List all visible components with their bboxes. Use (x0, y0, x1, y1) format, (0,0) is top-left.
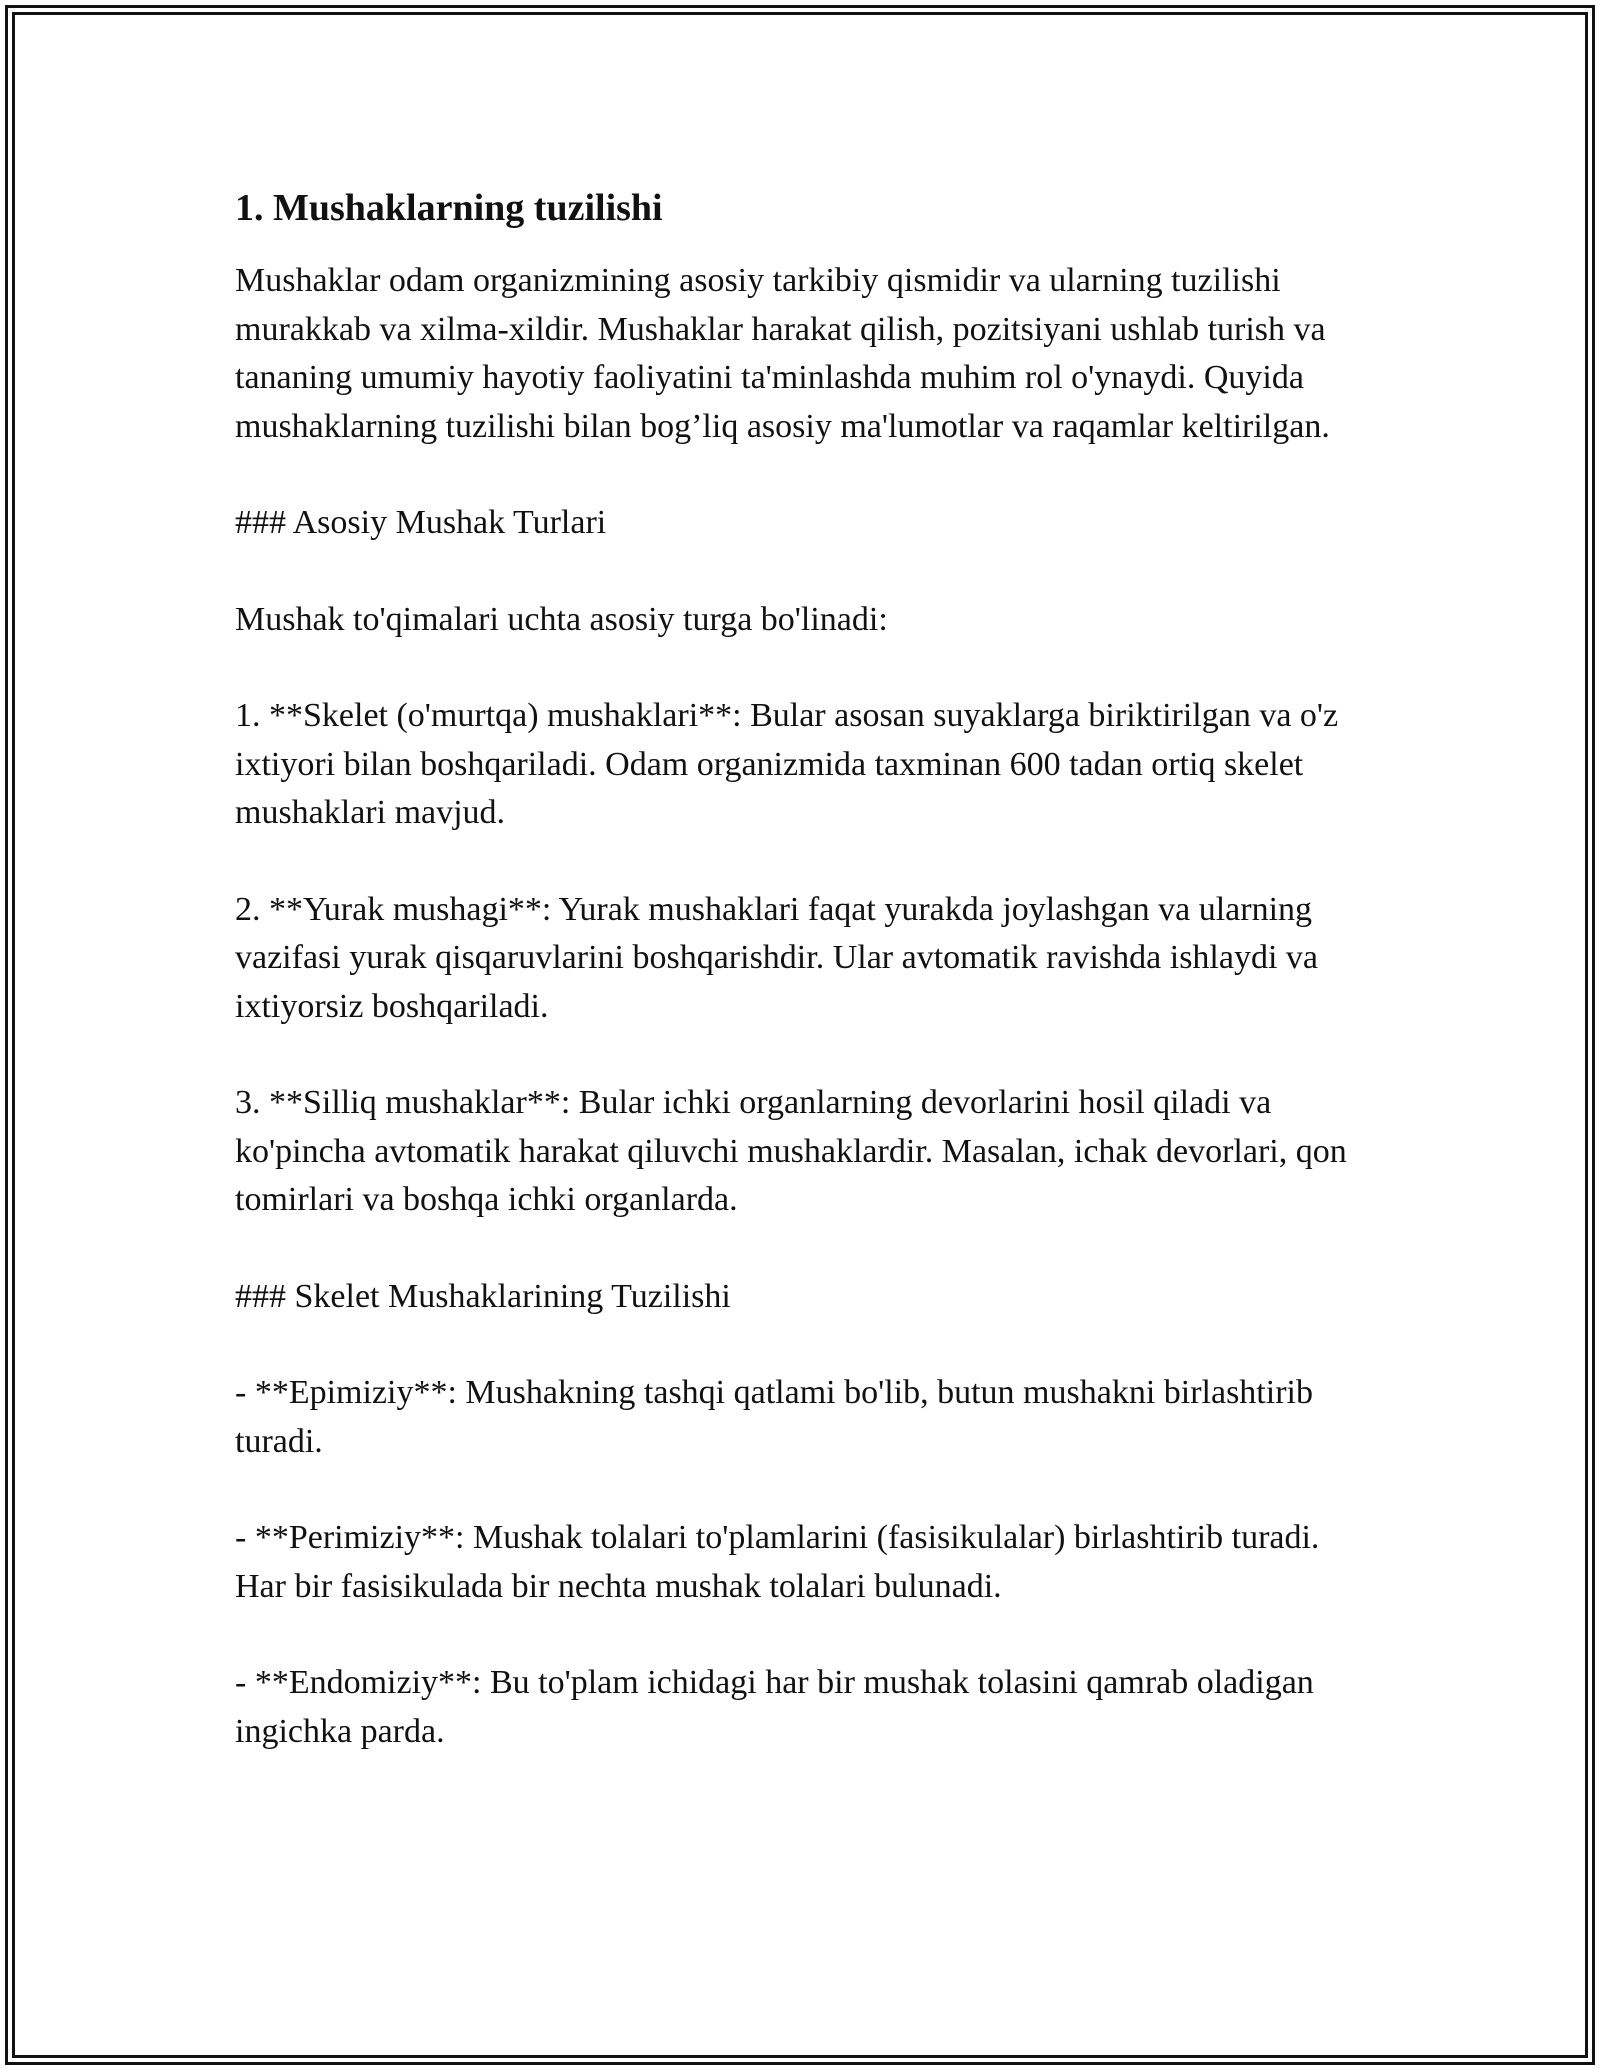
document-body (235, 185, 1370, 1804)
subheading-muscle-types: ### Asosiy Mushak Turlari (235, 504, 607, 541)
list-item-smooth: 3. **Silliq mushaklar**: Bular ichki organlarning devorlarini hosil qiladi va ko'pincha avtomatik harakat qiluvchi mushaklardir. Masalan, ichak devorlari, qon tomirlari va boshqa ichki organlarda. (235, 1084, 1347, 1218)
types-intro-paragraph: Mushak to'qimalari uchta asosiy turga bo'linadi: (235, 600, 888, 638)
bullet-endomysium: - **Endomiziy**: Bu to'plam ichidagi har bir mushak tolasini qamrab oladigan ingichka parda. (235, 1664, 1314, 1750)
bullet-perimysium: - **Perimiziy**: Mushak tolalari to'plamlarini (fasisikulalar) birlashtirib turadi. Har bir fasisikulada bir nechta mushak tolalari bulunadi. (235, 1519, 1320, 1605)
list-item-cardiac: 2. **Yurak mushagi**: Yurak mushaklari faqat yurakda joylashgan va ularning vazifasi yurak qisqaruvlarini boshqarishdir. Ular avtomatik ravishda ishlaydi va ixtiyorsiz boshqariladi. (235, 890, 1319, 1025)
list-item-skeletal: 1. **Skelet (o'murtqa) mushaklari**: Bular asosan suyaklarga biriktirilgan va o'z ixtiyori bilan boshqariladi. Odam organizmida taxminan 600 tadan ortiq skelet mushaklari mavjud. (235, 697, 1339, 831)
subheading-skeletal-structure: ### Skelet Mushaklarining Tuzilishi (235, 1277, 731, 1315)
section-heading: 1. Mushaklarning tuzilishi (235, 187, 663, 229)
intro-paragraph: Mushaklar odam organizmining asosiy tarkibiy qismidir va ularning tuzilishi murakkab va xilma-xildir. Mushaklar harakat qilish, pozitsiyani ushlab turish va tananing umumiy hayotiy faoliyatini ta'minlashda muhim rol o'ynaydi. Quyida mushaklarning tuzilishi bilan bog’liq asosiy ma'lumotlar va raqamlar keltirilgan. (235, 262, 1330, 445)
bullet-epimysium: - **Epimiziy**: Mushakning tashqi qatlami bo'lib, butun mushakni birlashtirib turadi. (235, 1374, 1313, 1460)
